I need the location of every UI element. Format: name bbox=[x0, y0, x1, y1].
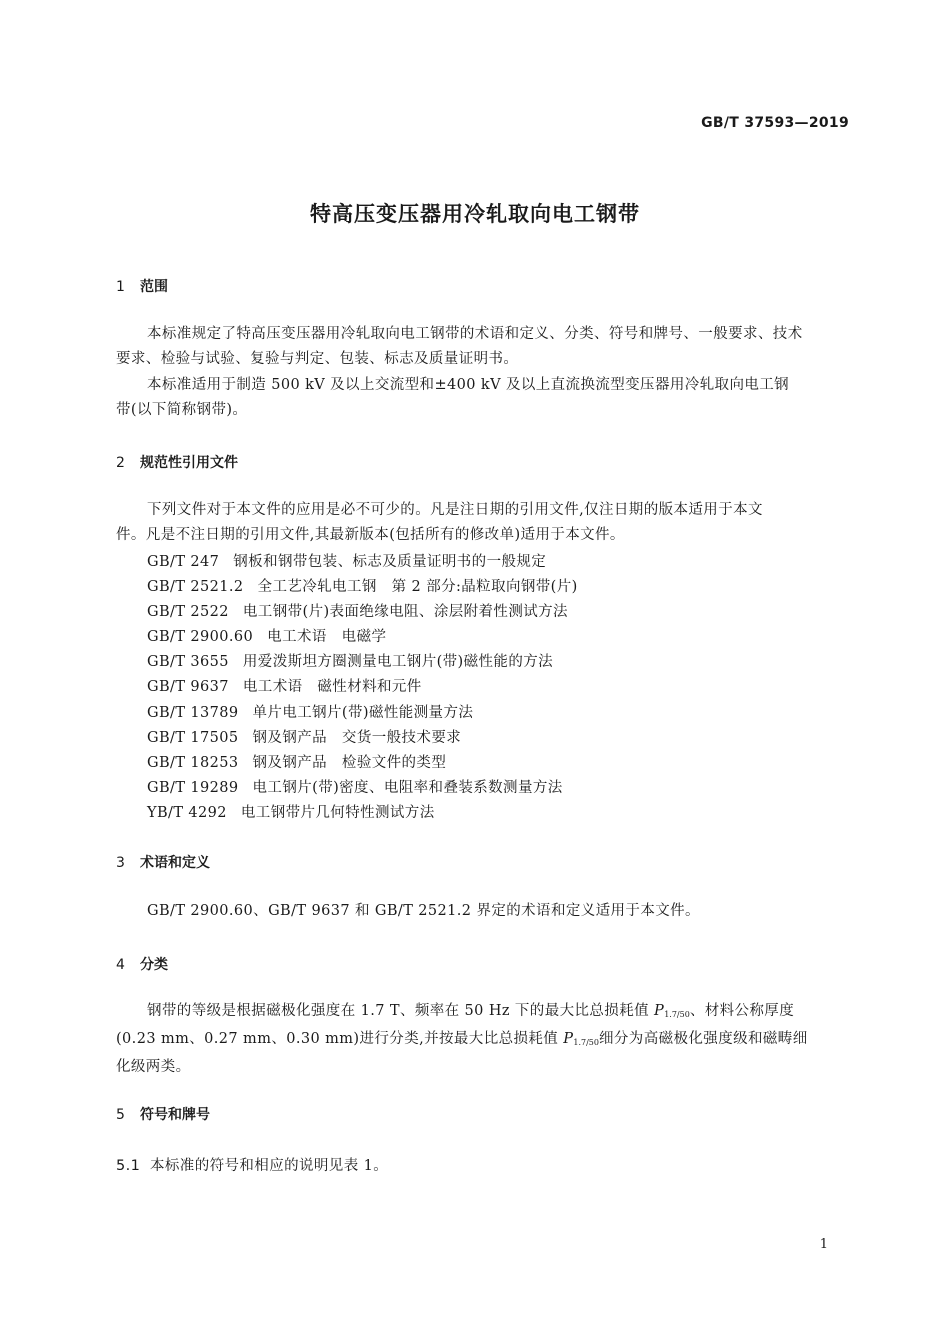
reference-code: GB/T 13789 bbox=[147, 704, 239, 721]
section-number: 5 bbox=[116, 1107, 125, 1123]
document-title: 特高压变压器用冷轧取向电工钢带 bbox=[310, 202, 640, 226]
section-title: 术语和定义 bbox=[140, 855, 210, 871]
text-line: 化级两类。 bbox=[116, 1059, 191, 1075]
reference-title: 全工艺冷轧电工钢 第 2 部分:晶粒取向钢带(片) bbox=[257, 579, 578, 596]
text-line: 件。凡是不注日期的引用文件,其最新版本(包括所有的修改单)适用于本文件。 bbox=[116, 527, 625, 543]
text-line: GB/T 2900.60、GB/T 9637 和 GB/T 2521.2 界定的术语和定义适用于本文件。 bbox=[147, 903, 700, 919]
text-line: 本标准规定了特高压变压器用冷轧取向电工钢带的术语和定义、分类、符号和牌号、一般要求、技术 bbox=[147, 326, 803, 342]
section-1-heading bbox=[116, 276, 168, 296]
subclause-text: 本标准的符号和相应的说明见表 1。 bbox=[150, 1158, 389, 1174]
section-number: 1 bbox=[116, 279, 125, 295]
text-line: 本标准适用于制造 500 kV 及以上交流型和±400 kV 及以上直流换流型变压器用冷轧取向电工钢 bbox=[147, 377, 790, 393]
reference-code: GB/T 17505 bbox=[147, 729, 239, 746]
reference-list bbox=[147, 550, 578, 826]
reference-code: YB/T 4292 bbox=[147, 804, 227, 821]
reference-title: 钢板和钢带包装、标志及质量证明书的一般规定 bbox=[233, 554, 547, 570]
section-3-heading bbox=[116, 852, 210, 872]
section-4-heading bbox=[116, 954, 168, 974]
reference-code: GB/T 9637 bbox=[147, 679, 229, 696]
scope-paragraph-1 bbox=[116, 322, 850, 372]
scope-paragraph-2 bbox=[116, 373, 850, 423]
text-line: 下列文件对于本文件的应用是必不可少的。凡是注日期的引用文件,仅注日期的版本适用于本文 bbox=[147, 502, 763, 518]
reference-title: 钢及钢产品 检验文件的类型 bbox=[252, 754, 447, 771]
loss-symbol: P bbox=[654, 1003, 665, 1019]
section-title: 范围 bbox=[140, 279, 168, 295]
section-number: 4 bbox=[116, 957, 125, 973]
reference-title: 电工术语 磁性材料和元件 bbox=[242, 679, 422, 696]
text-run: 细分为高磁极化强度级和磁畴细 bbox=[599, 1031, 808, 1047]
reference-item bbox=[147, 650, 578, 675]
text-line: 要求、检验与试验、复验与判定、包装、标志及质量证明书。 bbox=[116, 351, 519, 367]
text-line: 带(以下简称钢带)。 bbox=[116, 402, 248, 418]
subclause-number: 5.1 bbox=[116, 1158, 141, 1174]
loss-subscript: 1.7/50 bbox=[573, 1038, 599, 1047]
reference-item bbox=[147, 701, 578, 726]
terms-paragraph bbox=[116, 899, 850, 924]
loss-symbol: P bbox=[563, 1031, 574, 1047]
reference-title: 钢及钢产品 交货一般技术要求 bbox=[252, 729, 462, 746]
reference-code: GB/T 2522 bbox=[147, 604, 229, 621]
reference-item bbox=[147, 675, 578, 700]
section-title: 规范性引用文件 bbox=[140, 455, 238, 471]
reference-item bbox=[147, 625, 578, 650]
section-title: 符号和牌号 bbox=[140, 1107, 210, 1123]
text-line bbox=[116, 999, 850, 1027]
reference-item bbox=[147, 575, 578, 600]
reference-title: 电工钢带片几何特性测试方法 bbox=[240, 804, 435, 821]
classification-paragraph bbox=[116, 999, 850, 1080]
reference-code: GB/T 3655 bbox=[147, 654, 229, 671]
normative-references-intro bbox=[116, 498, 850, 548]
reference-title: 用爱泼斯坦方圈测量电工钢片(带)磁性能的方法 bbox=[242, 654, 554, 671]
section-5-heading bbox=[116, 1104, 210, 1124]
text-line bbox=[116, 1027, 850, 1055]
text-run: 钢带的等级是根据磁极化强度在 1.7 T、频率在 50 Hz 下的最大比总损耗值 bbox=[147, 1003, 655, 1019]
loss-subscript: 1.7/50 bbox=[664, 1010, 690, 1019]
standard-code: GB/T 37593—2019 bbox=[701, 115, 849, 131]
reference-title: 电工钢带(片)表面绝缘电阻、涂层附着性测试方法 bbox=[242, 604, 568, 621]
reference-title: 单片电工钢片(带)磁性能测量方法 bbox=[252, 704, 474, 721]
text-run: (0.23 mm、0.27 mm、0.30 mm)进行分类,并按最大比总损耗值 bbox=[116, 1031, 564, 1047]
section-title: 分类 bbox=[140, 957, 168, 973]
reference-code: GB/T 2900.60 bbox=[147, 629, 254, 646]
section-2-heading bbox=[116, 452, 238, 472]
reference-code: GB/T 247 bbox=[147, 554, 220, 570]
reference-code: GB/T 2521.2 bbox=[147, 579, 244, 596]
reference-code: GB/T 18253 bbox=[147, 754, 239, 771]
text-run: 、材料公称厚度 bbox=[689, 1003, 795, 1019]
reference-item bbox=[147, 776, 578, 801]
subclause-5-1 bbox=[116, 1154, 388, 1175]
reference-item bbox=[147, 801, 578, 826]
reference-title: 电工术语 电磁学 bbox=[267, 629, 387, 646]
section-number: 3 bbox=[116, 855, 125, 871]
section-number: 2 bbox=[116, 455, 125, 471]
reference-item bbox=[147, 600, 578, 625]
reference-item bbox=[147, 550, 578, 575]
reference-title: 电工钢片(带)密度、电阻率和叠装系数测量方法 bbox=[252, 779, 563, 796]
page-number: 1 bbox=[819, 1237, 828, 1252]
reference-item bbox=[147, 751, 578, 776]
reference-item bbox=[147, 726, 578, 751]
reference-code: GB/T 19289 bbox=[147, 779, 239, 796]
